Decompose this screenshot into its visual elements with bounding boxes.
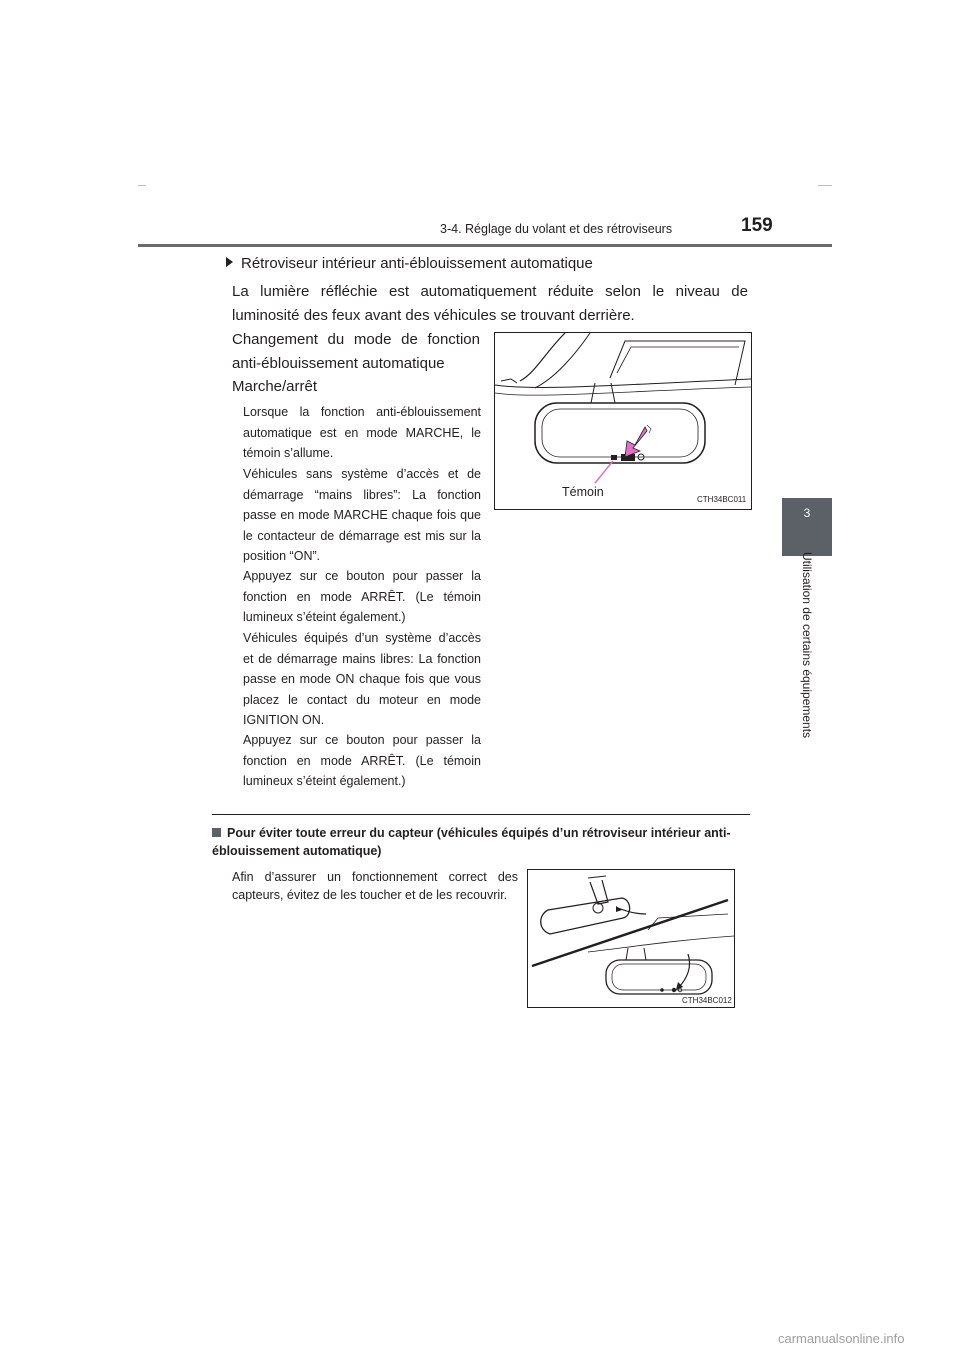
figure-2-code: CTH34BC012 — [682, 996, 732, 1005]
paragraph-1: Lorsque la fonction anti-éblouissement automatique est en mode MARCHE, le témoin s’allume. — [243, 405, 481, 460]
mirror-illustration-icon — [495, 333, 751, 509]
header-rule — [138, 244, 832, 247]
watermark: carmanualsonline.info — [778, 1331, 905, 1346]
section-rule — [212, 814, 750, 815]
paragraph-4: Véhicules équipés d’un système d’accès et de démarrage mains libres: La fonction passe en mode ON chaque fois que vous placez le contact du moteur en mode IGNITION ON. — [243, 631, 481, 727]
triangle-bullet-icon — [226, 257, 233, 267]
paragraph-5: Appuyez sur ce bouton pour passer la fonction en mode ARRÊT. (Le témoin lumineux s’éteint également.) — [243, 733, 481, 788]
chapter-tab — [782, 498, 832, 556]
mirror-figure — [494, 332, 752, 510]
chapter-number: 3 — [803, 506, 811, 520]
crop-mark-right — [818, 185, 832, 186]
indicator-label: Témoin — [562, 485, 604, 499]
on-off-label: Marche/arrêt — [232, 378, 318, 395]
paragraph-2: Véhicules sans système d’accès et de démarrage “mains libres”: La fonction passe en mode MARCHE chaque fois que le contacteur de démarrage est mis sur la position “ON”. — [243, 467, 481, 563]
square-bullet-icon — [212, 828, 221, 837]
sensor-illustration-icon — [528, 870, 734, 1007]
mode-change-label: Changement du mode de fonction anti-éblouissement automatique — [232, 331, 480, 372]
crop-mark-left — [138, 185, 146, 186]
note-heading — [212, 824, 748, 860]
note-paragraph: Afin d’assurer un fonctionnement correct des capteurs, évitez de les toucher et de les recouvrir. — [232, 870, 518, 902]
sensor-figure — [527, 869, 735, 1008]
sub-heading — [226, 255, 593, 272]
figure-1-code: CTH34BC011 — [697, 495, 747, 504]
note-heading-text: Pour éviter toute erreur du capteur (véhicules équipés d’un rétroviseur intérieur anti-éblouissement automatique) — [212, 826, 731, 858]
paragraph-3: Appuyez sur ce bouton pour passer la fonction en mode ARRÊT. (Le témoin lumineux s’éteint également.) — [243, 569, 481, 624]
chapter-title: Utilisation de certains équipements — [800, 551, 814, 739]
sub-heading-text: Rétroviseur intérieur anti-éblouissement automatique — [241, 255, 593, 272]
intro-paragraph: La lumière réfléchie est automatiquement réduite selon le niveau de luminosité des feux avant des véhicules se trouvant derrière. — [232, 283, 748, 324]
page-number: 159 — [741, 215, 773, 236]
section-title: 3-4. Réglage du volant et des rétroviseurs — [440, 222, 673, 236]
